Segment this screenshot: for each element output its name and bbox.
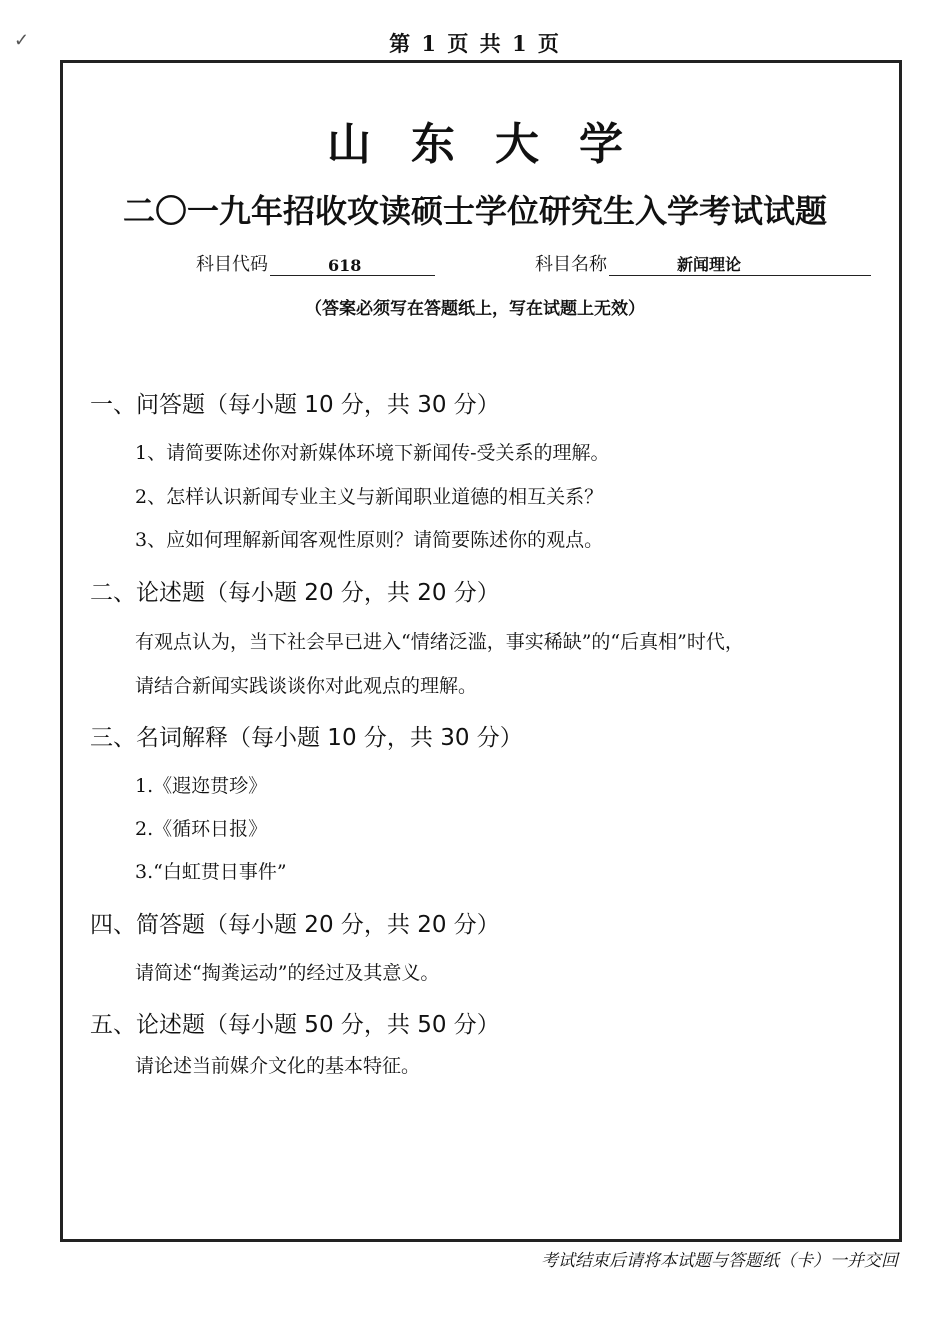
term-item: 2.《循环日报》 — [135, 818, 268, 840]
exam-title: 二〇一九年招收攻读硕士学位研究生入学考试试题 — [122, 192, 827, 230]
question-item: 请论述当前媒介文化的基本特征。 — [135, 1055, 421, 1077]
section-heading: 一、问答题（每小题 10 分，共 30 分） — [90, 392, 500, 418]
question-item: 请简述“掏粪运动”的经过及其意义。 — [135, 962, 440, 984]
footer-note: 考试结束后请将本试题与答题纸（卡）一并交回 — [541, 1251, 898, 1271]
term-item: 1.《遐迩贯珍》 — [135, 775, 268, 797]
term-item: 3.“白虹贯日事件” — [135, 861, 287, 883]
subject-name-value: 新闻理论 — [609, 252, 871, 276]
section-heading: 二、论述题（每小题 20 分，共 20 分） — [90, 580, 500, 606]
question-item: 请结合新闻实践谈谈你对此观点的理解。 — [135, 675, 478, 697]
question-item: 3、应如何理解新闻客观性原则？请简要陈述你的观点。 — [135, 529, 604, 551]
check-mark-icon: ✓ — [14, 30, 30, 51]
subject-code-row — [196, 250, 435, 276]
section-heading: 四、简答题（每小题 20 分，共 20 分） — [90, 912, 500, 938]
question-item: 1、请简要陈述你对新媒体环境下新闻传-受关系的理解。 — [135, 442, 610, 464]
subject-name-label: 科目名称 — [535, 254, 607, 275]
subject-name-row — [535, 250, 871, 276]
question-item: 2、怎样认识新闻专业主义与新闻职业道德的相互关系？ — [135, 486, 604, 508]
page-number-header: 第 1 页 共 1 页 — [389, 31, 561, 56]
section-heading: 三、名词解释（每小题 10 分，共 30 分） — [90, 725, 523, 751]
answer-notice: （答案必须写在答题纸上，写在试题上无效） — [305, 299, 645, 319]
subject-code-value: 618 — [270, 256, 435, 276]
subject-code-label: 科目代码 — [196, 254, 268, 275]
section-heading: 五、论述题（每小题 50 分，共 50 分） — [90, 1012, 500, 1038]
question-item: 有观点认为，当下社会早已进入“情绪泛滥，事实稀缺”的“后真相”时代， — [135, 631, 744, 653]
university-title: 山东大学 — [327, 119, 663, 170]
